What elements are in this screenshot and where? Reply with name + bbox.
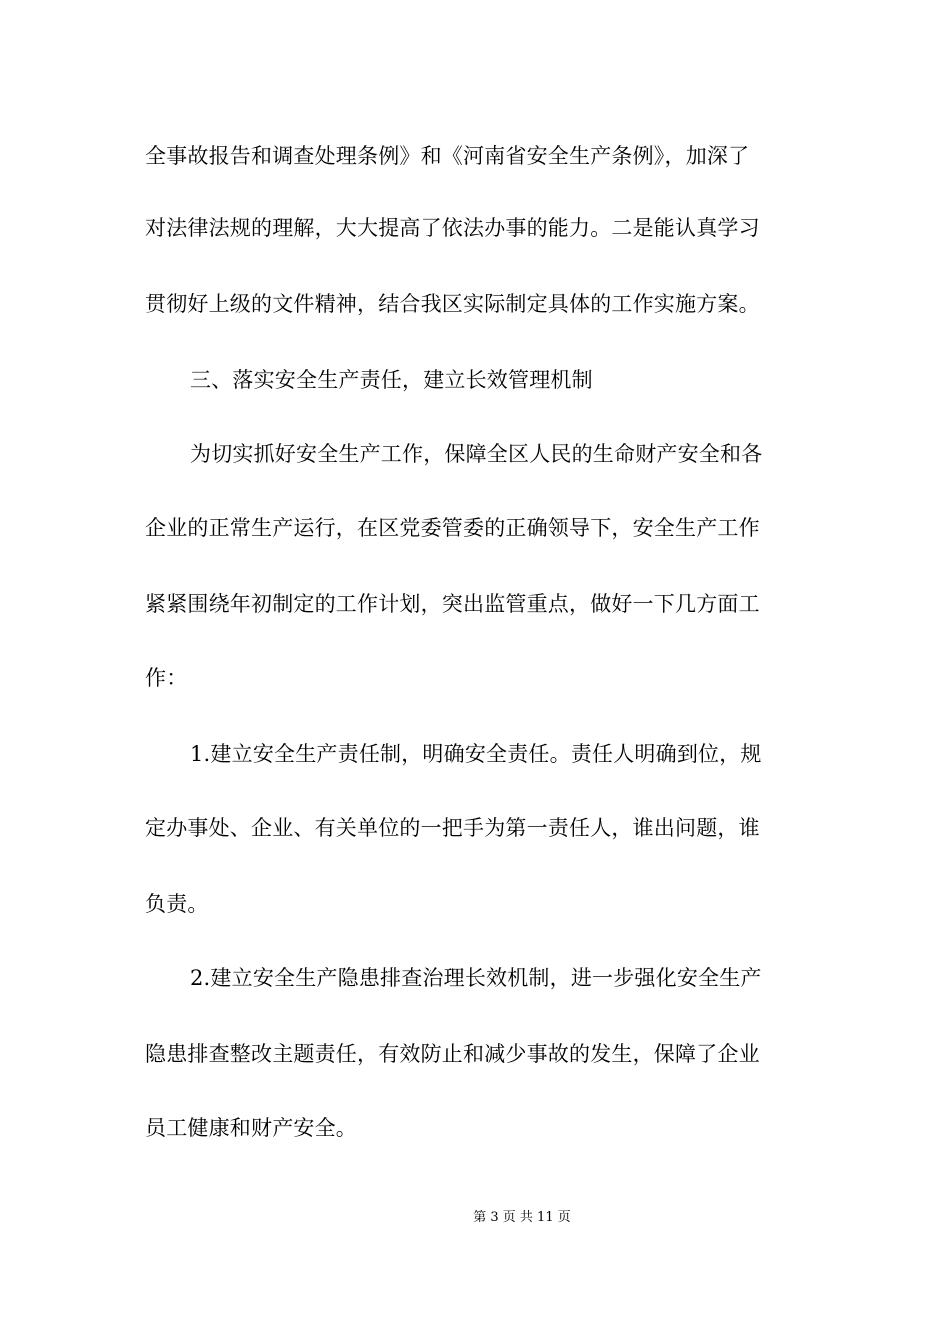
- section-heading: 三、落实安全生产责任，建立长效管理机制: [190, 368, 593, 392]
- body-text-line: 对法律法规的理解，大大提高了依法办事的能力。二是能认真学习: [145, 216, 760, 240]
- body-text-line: 为切实抓好安全生产工作，保障全区人民的生命财产安全和各: [190, 442, 763, 466]
- list-item-line: 1.建立安全生产责任制，明确安全责任。责任人明确到位，规: [190, 742, 762, 766]
- body-text-line: 紧紧围绕年初制定的工作计划，突出监管重点，做好一下几方面工: [145, 592, 760, 616]
- body-text-line: 企业的正常生产运行，在区党委管委的正确领导下，安全生产工作: [145, 516, 760, 540]
- body-text-line: 作：: [145, 666, 188, 690]
- list-item-line: 负责。: [145, 892, 209, 916]
- list-item-line: 隐患排查整改主题责任，有效防止和减少事故的发生，保障了企业: [145, 1042, 760, 1066]
- page-number-footer: 第 3 页 共 11 页: [473, 1210, 571, 1225]
- body-text-line: 贯彻好上级的文件精神，结合我区实际制定具体的工作实施方案。: [145, 292, 760, 316]
- list-item-line: 2.建立安全生产隐患排查治理长效机制，进一步强化安全生产: [190, 966, 762, 990]
- list-item-line: 员工健康和财产安全。: [145, 1116, 357, 1140]
- list-item-line: 定办事处、企业、有关单位的一把手为第一责任人，谁出问题，谁: [145, 816, 760, 840]
- body-text-line: 全事故报告和调查处理条例》和《河南省安全生产条例》，加深了: [145, 144, 750, 168]
